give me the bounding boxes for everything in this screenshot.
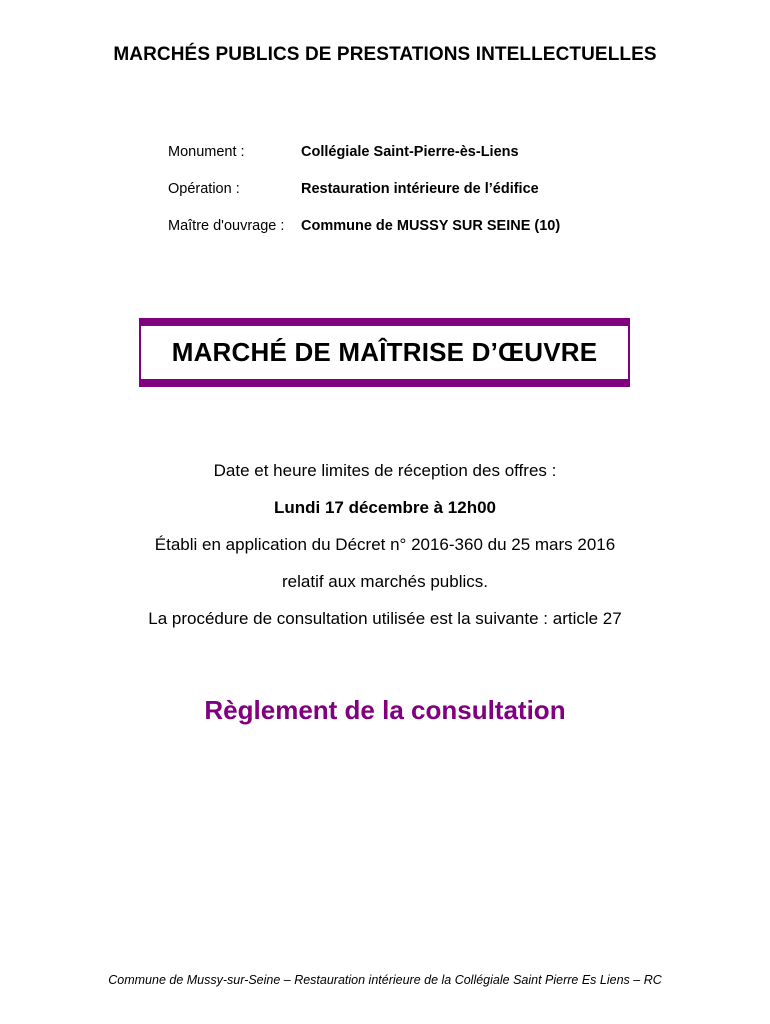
info-row-monument bbox=[168, 133, 560, 170]
operation-label: Opération : bbox=[168, 180, 240, 197]
deadline-label: Date et heure limites de réception des offres : bbox=[213, 461, 557, 480]
document-title: MARCHÉ DE MAÎTRISE D’ŒUVRE bbox=[171, 337, 598, 367]
page-footer: Commune de Mussy-sur-Seine – Restauration intérieure de la Collégiale Saint Pierre Es Liens – RC bbox=[108, 973, 662, 987]
info-row-maitre-ouvrage bbox=[168, 207, 560, 244]
info-row-operation bbox=[168, 170, 560, 207]
maitre-ouvrage-label: Maître d'ouvrage : bbox=[168, 217, 285, 234]
document-header: MARCHÉS PUBLICS DE PRESTATIONS INTELLECTUELLES bbox=[113, 44, 657, 65]
title-box bbox=[139, 318, 630, 387]
maitre-ouvrage-value: Commune de MUSSY SUR SEINE (10) bbox=[301, 217, 561, 234]
decree-line-2: relatif aux marchés publics. bbox=[282, 572, 488, 591]
reglement-title: Règlement de la consultation bbox=[204, 695, 566, 725]
procedure-line: La procédure de consultation utilisée est la suivante : article 27 bbox=[148, 609, 622, 628]
monument-value: Collégiale Saint-Pierre-ès-Liens bbox=[301, 143, 519, 160]
project-info bbox=[168, 133, 560, 244]
monument-label: Monument : bbox=[168, 143, 245, 160]
operation-value: Restauration intérieure de l’édifice bbox=[301, 180, 539, 197]
deadline-value: Lundi 17 décembre à 12h00 bbox=[273, 498, 497, 517]
decree-line-1: Établi en application du Décret n° 2016-360 du 25 mars 2016 bbox=[154, 535, 616, 554]
deadline-section bbox=[0, 452, 770, 637]
